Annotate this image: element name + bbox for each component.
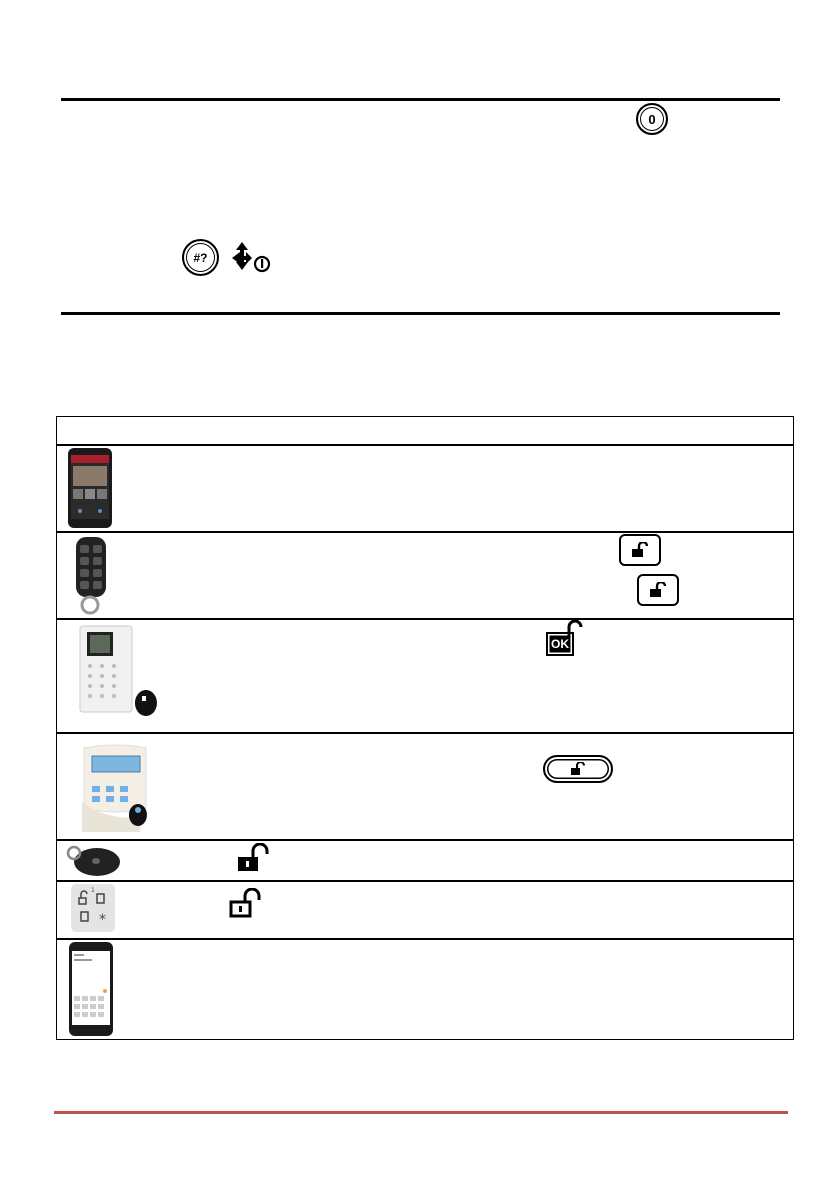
zero-key-icon	[636, 103, 668, 135]
row-divider	[57, 880, 793, 882]
row-divider	[57, 839, 793, 841]
row-divider	[57, 732, 793, 734]
note-bottom-rule	[61, 312, 780, 315]
menu-navigation-icon	[228, 240, 274, 274]
svg-text:1: 1	[91, 887, 95, 894]
zero-key-label: 0	[648, 111, 656, 127]
disarm-methods-table	[56, 416, 794, 1040]
smartphone-app-image	[67, 447, 113, 529]
hash-key-icon	[182, 239, 219, 276]
note-top-rule	[61, 98, 780, 101]
smartphone-sms-image	[68, 941, 114, 1037]
row-divider	[57, 531, 793, 533]
unlock-key-icon	[637, 574, 679, 606]
ok-key-label: OK	[551, 637, 569, 651]
remote-keyfob-image	[70, 535, 114, 617]
open-padlock-icon	[236, 843, 270, 873]
open-padlock-outline-icon	[228, 888, 262, 918]
lcd-keypad-image	[80, 742, 154, 834]
svg-text:*: *	[99, 912, 106, 928]
open-padlock-shackle-icon	[566, 620, 586, 638]
hash-key-label: #?	[193, 250, 208, 265]
unlock-key-icon	[619, 534, 661, 566]
wireless-keypad-image	[78, 624, 160, 716]
row-divider	[57, 618, 793, 620]
footer-rule	[54, 1111, 788, 1114]
mini-keypad-image	[69, 882, 117, 934]
row-divider	[57, 938, 793, 940]
proximity-tag-image	[66, 841, 122, 879]
unlock-pill-key-icon	[543, 755, 613, 783]
header-row-divider	[57, 444, 793, 446]
